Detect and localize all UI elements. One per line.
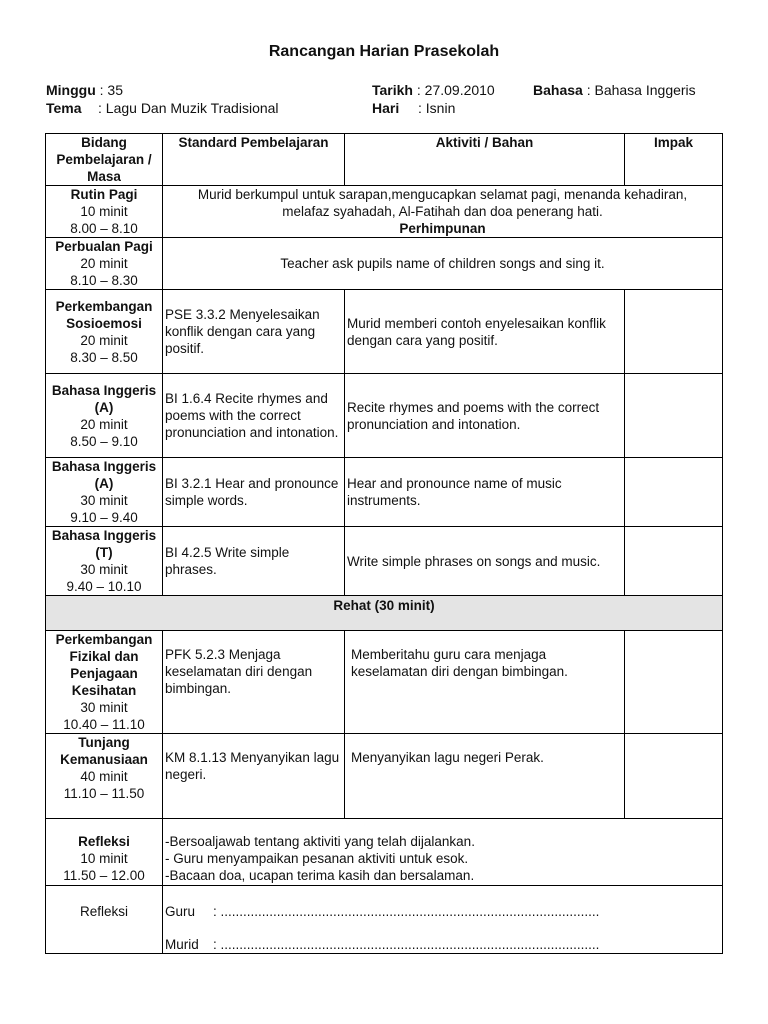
bidang-time: 9.10 – 9.40 — [70, 510, 138, 525]
rehat-row — [46, 596, 723, 631]
bidang-name: Bahasa Inggeris (A) — [51, 382, 157, 415]
perbualan-duration: 20 minit — [80, 256, 128, 271]
impak-cell — [625, 631, 723, 734]
standard-cell — [163, 631, 345, 734]
table-row — [46, 527, 723, 596]
refleksi-row — [46, 819, 723, 886]
bidang-cell — [46, 631, 163, 734]
table-row — [46, 458, 723, 527]
table-row — [46, 734, 723, 819]
bidang-cell — [46, 290, 163, 374]
refleksi-line: -Bersoaljawab tentang aktiviti yang telah dijalankan. — [165, 834, 475, 849]
minggu-value: : 35 — [99, 82, 124, 98]
impak-cell — [625, 374, 723, 458]
rutin-activity — [163, 186, 723, 238]
refleksi-signoff — [163, 886, 723, 954]
bidang-time: 10.40 – 11.10 — [63, 717, 145, 732]
refleksi-signoff-label: Refleksi — [46, 886, 163, 954]
standard-cell: PSE 3.3.2 Menyelesaikan konflik dengan cara yang positif. — [163, 290, 345, 374]
bidang-name: Tunjang Kemanusiaan — [60, 735, 148, 767]
bidang-time: 8.50 – 9.10 — [70, 433, 138, 449]
bidang-cell — [46, 458, 163, 527]
refleksi-name: Refleksi — [78, 834, 130, 849]
standard-cell — [163, 734, 345, 819]
rehat-label: Rehat (30 minit) — [46, 596, 723, 631]
bidang-name: Bahasa Inggeris (T) — [51, 528, 157, 560]
rutin-row — [46, 186, 723, 238]
refleksi-notes — [163, 819, 723, 886]
rutin-duration: 10 minit — [80, 204, 128, 219]
standard-cell: BI 3.2.1 Hear and pronounce simple words. — [163, 458, 345, 527]
tema-value: : Lagu Dan Muzik Tradisional — [98, 100, 279, 116]
refleksi-line: - Guru menyampaikan pesanan aktiviti untuk esok. — [165, 851, 469, 866]
table-row — [46, 374, 723, 458]
header-impak: Impak — [625, 134, 723, 186]
guru-label: Guru — [165, 904, 196, 919]
aktiviti-text: Memberitahu guru cara menjaga keselamatan diri dengan bimbingan. — [351, 647, 568, 679]
tema-label: Tema — [46, 100, 82, 116]
minggu-field — [46, 82, 123, 98]
rutin-name: Rutin Pagi — [70, 187, 138, 202]
perbualan-name: Perbualan Pagi — [55, 239, 153, 254]
aktiviti-text: Menyanyikan lagu negeri Perak. — [351, 750, 544, 765]
bahasa-label: Bahasa — [533, 82, 583, 98]
header-bidang: Bidang Pembelajaran / Masa — [46, 134, 163, 186]
standard-cell: BI 4.2.5 Write simple phrases. — [163, 527, 345, 596]
impak-cell — [625, 458, 723, 527]
bidang-duration: 20 minit — [80, 416, 128, 432]
rutin-time: 8.00 – 8.10 — [70, 221, 138, 236]
bidang-duration: 30 minit — [80, 700, 128, 715]
header-aktiviti: Aktiviti / Bahan — [345, 134, 625, 186]
aktiviti-cell — [345, 631, 625, 734]
header-row — [46, 134, 723, 186]
standard-text: PFK 5.2.3 Menjaga keselamatan diri dengan bimbingan. — [165, 647, 313, 696]
aktiviti-cell: Hear and pronounce name of music instruments. — [345, 458, 625, 527]
tarikh-field — [372, 82, 495, 98]
bahasa-field — [533, 82, 696, 98]
bidang-duration: 30 minit — [80, 562, 128, 577]
aktiviti-cell — [345, 734, 625, 819]
perbualan-time: 8.10 – 8.30 — [70, 273, 138, 288]
perbualan-cell — [46, 238, 163, 290]
aktiviti-cell: Write simple phrases on songs and music. — [345, 527, 625, 596]
bidang-duration: 30 minit — [80, 493, 128, 508]
guru-line — [165, 903, 720, 920]
murid-dots: : ..................................................................................................... — [213, 937, 600, 952]
bidang-time: 11.10 – 11.50 — [63, 786, 145, 801]
bidang-cell — [46, 527, 163, 596]
refleksi-duration: 10 minit — [80, 851, 128, 866]
bahasa-value: : Bahasa Inggeris — [586, 82, 696, 98]
bidang-cell — [46, 734, 163, 819]
refleksi-time: 11.50 – 12.00 — [63, 868, 145, 883]
tarikh-label: Tarikh — [372, 82, 413, 98]
bidang-name: Bahasa Inggeris (A) — [51, 459, 157, 491]
minggu-label: Minggu — [46, 82, 96, 98]
bidang-time: 8.30 – 8.50 — [70, 349, 138, 365]
refleksi-cell — [46, 819, 163, 886]
impak-cell — [625, 734, 723, 819]
page-title: Rancangan Harian Prasekolah — [268, 43, 500, 60]
table-row — [46, 290, 723, 374]
header-standard: Standard Pembelajaran — [163, 134, 345, 186]
bidang-time: 9.40 – 10.10 — [66, 579, 142, 594]
aktiviti-cell: Recite rhymes and poems with the correct pronunciation and intonation. — [345, 374, 625, 458]
aktiviti-cell: Murid memberi contoh enyelesaikan konflik dengan cara yang positif. — [345, 290, 625, 374]
standard-text: KM 8.1.13 Menyanyikan lagu negeri. — [165, 750, 340, 782]
murid-line — [165, 936, 720, 953]
bidang-duration: 20 minit — [80, 332, 128, 348]
bidang-cell — [46, 374, 163, 458]
hari-field — [372, 100, 455, 116]
impak-cell — [625, 527, 723, 596]
bidang-duration: 40 minit — [80, 769, 128, 784]
perbualan-row — [46, 238, 723, 290]
rutin-text: Murid berkumpul untuk sarapan,mengucapkan selamat pagi, menanda kehadiran, melafaz syahadah, Al-Fatihah dan doa penerang hati. — [197, 187, 688, 219]
tarikh-value: : 27.09.2010 — [416, 82, 495, 98]
bidang-name: Perkembangan Sosioemosi — [55, 298, 153, 331]
impak-cell — [625, 290, 723, 374]
tema-field — [46, 100, 279, 116]
plan-table — [45, 133, 723, 954]
refleksi-signoff-row — [46, 886, 723, 954]
hari-label: Hari — [372, 100, 400, 116]
hari-value: : Isnin — [418, 100, 456, 116]
perbualan-text: Teacher ask pupils name of children songs and sing it. — [163, 238, 723, 290]
rutin-cell — [46, 186, 163, 238]
refleksi-line: -Bacaan doa, ucapan terima kasih dan bersalaman. — [165, 868, 475, 883]
table-row — [46, 631, 723, 734]
standard-cell: BI 1.6.4 Recite rhymes and poems with the correct pronunciation and intonation. — [163, 374, 345, 458]
guru-dots: : ..................................................................................................... — [213, 904, 600, 919]
bidang-name: Perkembangan Fizikal dan Penjagaan Kesihatan — [55, 632, 153, 698]
rutin-extra: Perhimpunan — [399, 221, 486, 236]
murid-label: Murid — [165, 937, 199, 952]
